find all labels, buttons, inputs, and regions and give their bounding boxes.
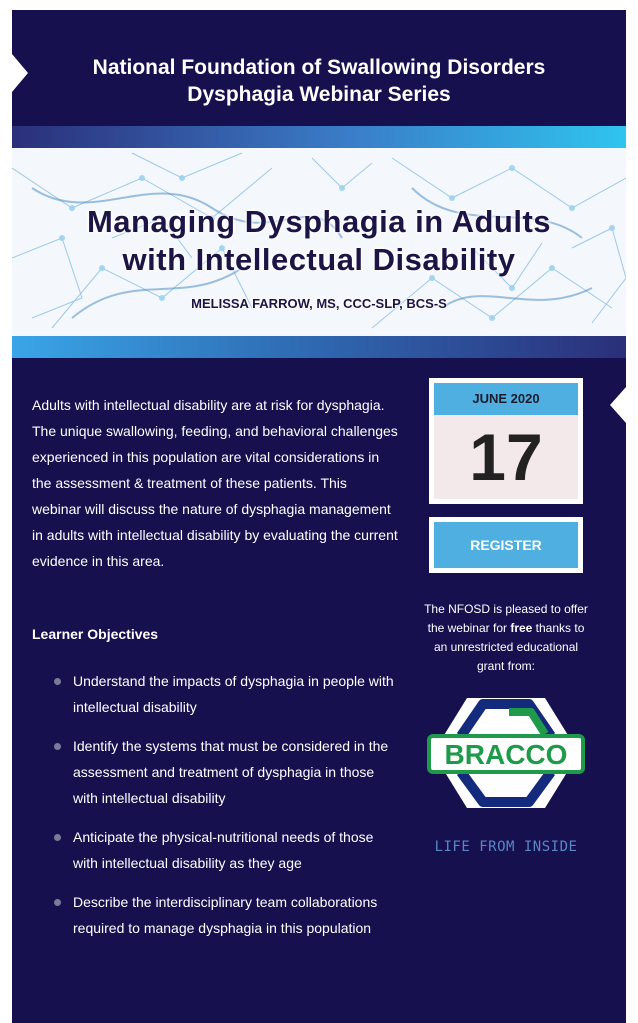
objective-text: Anticipate the physical-nutritional needs of those with intellectual disability as they age — [73, 829, 374, 871]
sponsor-text — [420, 600, 592, 676]
newsletter-page — [12, 10, 626, 1023]
bullet-icon — [54, 678, 61, 685]
bullet-icon — [54, 899, 61, 906]
event-day: 17 — [469, 420, 543, 494]
objective-item — [54, 889, 394, 941]
objectives-list — [54, 668, 394, 954]
objectives-heading: Learner Objectives — [32, 626, 159, 642]
register-frame — [429, 517, 583, 573]
sponsor-text-part1: The NFOSD is pleased to offer the webinar for — [424, 602, 588, 635]
sponsor-text-free: free — [510, 621, 533, 635]
bracco-wordmark: BRACCO — [444, 739, 568, 770]
bullet-icon — [54, 743, 61, 750]
objective-text: Describe the interdisciplinary team collaborations required to manage dysphagia in this population — [73, 894, 378, 936]
banner-title-line1: Managing Dysphagia in Adults — [86, 204, 552, 239]
objective-text: Understand the impacts of dysphagia in people with intellectual disability — [73, 673, 394, 715]
bracco-logo — [427, 694, 585, 812]
header-title-line1: National Foundation of Swallowing Disorders — [92, 56, 546, 79]
objective-item — [54, 668, 394, 720]
event-day-panel — [434, 415, 578, 499]
sponsor-text-part2: thanks to an unrestricted educational grant from: — [433, 621, 585, 673]
banner-author: MELISSA FARROW, MS, CCC-SLP, BCS-S — [191, 296, 447, 311]
bullet-icon — [54, 834, 61, 841]
objective-text: Identify the systems that must be considered in the assessment and treatment of dysphagia in those with intellectual disability — [73, 738, 389, 806]
register-button[interactable]: REGISTER — [434, 522, 578, 568]
event-date-card — [429, 378, 583, 504]
intro-paragraph: Adults with intellectual disability are at risk for dysphagia. The unique swallowing, feeding, and behavioral challenges experienced in this population are vital considerations in the assessment & treatment of these patients. This webinar will discuss the nature of dysphagia management in adults with intellectual disability by evaluating the current evidence in this area. — [32, 397, 398, 569]
left-arrow-notch — [12, 54, 28, 92]
banner-title-line2: with Intellectual Disability — [122, 242, 516, 277]
gradient-bar-bottom — [12, 336, 626, 358]
gradient-bar-top — [12, 126, 626, 148]
objective-item — [54, 733, 394, 811]
webinar-banner — [12, 148, 626, 336]
header-title-line2: Dysphagia Webinar Series — [187, 83, 451, 106]
objective-item — [54, 824, 394, 876]
right-arrow-notch — [610, 387, 626, 423]
sponsor-tagline: LIFE FROM INSIDE — [434, 839, 578, 855]
event-month: JUNE 2020 — [434, 383, 578, 415]
header — [12, 10, 626, 126]
